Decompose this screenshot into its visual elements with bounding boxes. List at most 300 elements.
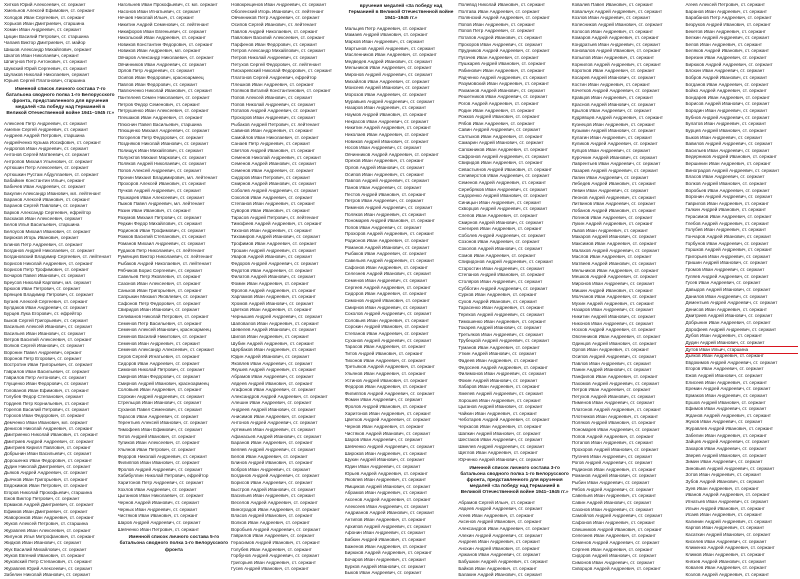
name-entry: Аксенов Андрей Андреевич, ст. сержант <box>344 497 431 503</box>
name-entry: Тихонов Иван Андреевич, ст. сержант <box>231 227 313 233</box>
name-entry: Ульянов Иван Андреевич, ст. сержант <box>344 370 426 376</box>
name-entry: Филиппов Иван Иванович, ст. сержант <box>117 460 200 466</box>
name-entry: Сазонов Иван Андреевич, ст. сержант <box>571 506 654 512</box>
name-entry: Ветров Василий Алексеевич, ст. сержант <box>4 336 92 342</box>
name-entry: Сафронов Андрей Андреевич, ст. сержант <box>458 153 550 159</box>
name-entry: Баранов Сергей Павлович, ст. сержант <box>4 203 88 209</box>
name-entry: Смирнов Андрей Иванович, ст. сержант <box>458 219 544 225</box>
name-entry: Афонин Иван Андреевич, ст. сержант <box>344 530 426 536</box>
name-entry: Рыбаков Иван Андреевич, ст. сержант <box>344 251 427 257</box>
name-entry: Артюшин Петр Алексеевич, ст. сержант <box>4 165 89 171</box>
name-entry: Журавлев Иван Алексеевич, ст. сержант <box>4 527 91 533</box>
name-entry: Крылов Иван Андреевич, ст. сержант <box>571 108 652 114</box>
name-entry: Веселов Андрей Андреевич, ст. сержант <box>231 500 318 506</box>
name-entry: Кузьмин Андрей Иванович, ст. сержант <box>571 128 656 134</box>
name-entry: Александров Андрей Андреевич, ст. сержант <box>231 393 328 399</box>
name-entry: Алексеев Иван Андреевич, ст. сержант <box>344 503 429 509</box>
name-entry: Осипов Сергей Иванович, ст. лейтенант <box>231 21 317 27</box>
name-entry: Соколов Андрей Андреевич, ст. сержант <box>344 311 432 317</box>
text-column-5 <box>458 2 571 579</box>
name-entry: Гаврилов Иван Васильевич, ст. сержант <box>4 368 90 374</box>
name-entry: Овчинников Иван Андреевич, ст. сержант <box>117 61 207 67</box>
name-entry: Ершов Андрей Иванович, ст. сержант <box>685 399 766 405</box>
name-entry: Чайкин Иван Андреевич, ст. сержант <box>458 410 537 416</box>
name-entry: Овчинников Петр Андреевич, ст. сержант <box>231 15 320 21</box>
name-entry: Дмитриев Кирилл Павлович, ст. сержант <box>4 445 91 451</box>
name-entry: Шевелев Андрей Иванович, ст. сержант <box>231 327 317 333</box>
name-entry: Ежов Андрей Иванович, ст. сержант <box>685 373 763 378</box>
name-entry: Разин Иван Иванович, ст. сержант <box>117 207 191 213</box>
name-entry: Молчанов Иван Андреевич, ст. сержант <box>571 294 657 300</box>
name-entry: Ковалев Павел Иванович, ст. сержант <box>571 2 654 7</box>
name-entry: Полищук Иван Михайлович, ст. сержант <box>117 148 204 154</box>
name-entry: Тарасов Иван Андреевич, ст. сержант <box>344 344 426 350</box>
name-entry: Фомин Иван Андреевич, ст. сержант <box>344 397 423 403</box>
name-entry: Ермаков Иван Андреевич, ст. сержант <box>685 392 768 398</box>
name-entry: Семенов Иван Андреевич, ст. сержант <box>117 340 201 346</box>
name-entry: Воронов Петр Егорович, ст. сержант <box>4 355 82 361</box>
name-entry: Ведерников Андрей Иванович, ст. сержант <box>685 154 777 160</box>
name-entry: Плющенко Михаил Андреевич, ст. сержант <box>117 128 210 134</box>
name-entry: Токарев Андрей Иванович, ст. сержант <box>458 325 542 331</box>
name-entry: Литвинов Иван Андреевич, ст. сержант <box>571 201 656 207</box>
name-entry: Бойко Андрей Андреевич, ст. сержант <box>685 88 767 94</box>
name-entry: Панфилов Иван Андреевич, ст. сержант <box>571 373 658 379</box>
name-entry: Пронин Михаил Владимирович, мл. лейтенант <box>117 174 218 180</box>
name-entry: Егоров Николай Прокофьевич, старшина <box>4 489 93 495</box>
name-entry: Хорошев Иван Андреевич, ст. сержант <box>458 397 542 403</box>
name-entry: Гаврилов Иван Андреевич, ст. сержант <box>685 200 769 206</box>
name-entry: Родионов Иван Андреевич, ст. сержант <box>571 466 656 472</box>
name-entry: Леонов Андрей Андреевич, ст. сержант <box>571 194 657 200</box>
name-entry: Краснов Андрей Иванович, ст. сержант <box>571 101 656 107</box>
name-entry: Титов Андрей Иванович, ст. сержант <box>344 351 423 356</box>
name-entry: Лазарев Андрей Андреевич, ст. сержант <box>571 168 659 174</box>
name-entry: Лапин Иван Андреевич, ст. сержант <box>571 174 649 180</box>
name-entry: Ковальчук Андрей Андреевич, ст. сержант <box>571 8 663 14</box>
name-entry: Сапрыкин Михаил Яковлевич, ст. сержант <box>117 294 208 300</box>
name-entry: Беляков Андрей Иванович, ст. сержант <box>685 48 770 54</box>
name-entry: Князев Андрей Иванович, ст. сержант <box>685 558 767 564</box>
name-entry: Абрамов Иван Андреевич, ст. сержант <box>231 373 314 379</box>
name-entry: Миронов Андрей Андреевич, ст. сержант <box>344 72 433 78</box>
name-entry: Андреев Андрей Иванович, ст. сержант <box>231 407 316 413</box>
name-entry: Васильев Иван Андреевич, ст. сержант <box>685 147 770 153</box>
name-entry: Петров Иван Андреевич, ст. сержант <box>344 198 424 204</box>
name-entry: Романов Андрей Иванович, ст. сержант <box>571 473 657 479</box>
name-entry: Дьяков Иван Андреевич, ст. сержант <box>685 353 764 359</box>
name-entry: Мешков Андрей Андреевич, ст. сержант <box>571 274 658 280</box>
name-entry: Кочетков Андрей Андреевич, ст. сержант <box>571 88 660 94</box>
name-entry: Рогов Андрей Андреевич, ст. сержант <box>458 100 539 106</box>
name-entry: Балакин Андрей Иванович, ст. сержант <box>458 572 543 578</box>
name-entry: Анохин Андрей Иванович, ст. сержант <box>458 545 540 551</box>
name-entry: Кузнецов Иван Андреевич, ст. сержант <box>571 121 655 127</box>
name-entry: Богданов Иван Андреевич, ст. сержант <box>685 81 769 87</box>
name-entry: Дьяков Андрей Андреевич, ст. сержант <box>4 470 88 476</box>
name-entry: Цыганков Иван Николаевич, ст. сержант <box>117 493 204 499</box>
name-entry: Шевченко Андрей Андреевич, ст. сержант <box>344 443 435 449</box>
name-entry: Барабанов Петр Андреевич, ст. сержант <box>685 15 772 21</box>
name-entry: Добрынин Иван Васильевич, ст. сержант <box>4 451 92 457</box>
name-entry: Холодов Иван Сергеевич, ст. сержант <box>4 14 85 20</box>
name-entry: Тихонов Иван Андреевич, ст. сержант <box>344 357 426 363</box>
name-entry: Анисимов Иван Андреевич, ст. сержант <box>231 413 316 419</box>
name-entry: Носков Андрей Андреевич, ст. сержант <box>571 327 656 333</box>
name-entry: Макаров Андрей Иванович, ст. сержант <box>571 234 657 240</box>
name-entry: Полуэктов Михаил Маркович, ст. сержант <box>117 154 207 160</box>
name-entry: Климов Иван Андреевич, ст. сержант <box>685 551 765 557</box>
name-entry: Агеев Алексей Петрович, ст. сержант <box>685 2 765 7</box>
name-entry: Вавилов Андрей Андреевич, ст. сержант <box>685 141 773 147</box>
name-entry: Щербаков Иван Андреевич, ст. сержант <box>231 347 317 353</box>
name-entry: Шевченко Иван Петрович, ст. сержант <box>117 526 200 532</box>
name-entry: Богданов Андрей Андреевич, ст. сержант <box>231 473 320 479</box>
name-entry: Никифоров Иван Евгеньевич, ст. сержант <box>117 28 207 34</box>
name-entry: Рыбаков Андрей Петрович, ст. лейтенант <box>231 121 320 127</box>
name-entry: Рожков Андрей Иванович, ст. сержант <box>458 114 540 120</box>
name-entry: Смирнов Иван Федорович, ст. сержант <box>117 373 201 379</box>
name-entry: Романов Михаил Андреевич, ст. сержант <box>117 241 206 247</box>
name-entry: Зверев Андрей Иванович, ст. сержант <box>685 452 767 458</box>
name-entry: Касаткин Андрей Иванович, ст. сержант <box>685 532 771 537</box>
name-entry: Пименов Иван Андреевич, ст. сержант <box>571 400 655 406</box>
name-entry: Петухов Сергей Федорович, ст. лейтенант <box>231 61 322 67</box>
name-entry: Мишин Андрей Иванович, ст. сержант <box>571 287 653 293</box>
name-entry: Курочкин Андрей Иванович, ст. сержант <box>571 154 658 160</box>
name-entry: Миронов Иван Андреевич, ст. сержант <box>571 280 655 286</box>
name-entry: Сидоров Иван Андреевич, ст. сержант <box>344 291 427 297</box>
name-entry: Прудников Андрей Андреевич, ст. сержант <box>458 48 550 54</box>
name-entry: Зотов Иван Андреевич, ст. сержант <box>685 472 762 478</box>
name-entry: Сергеев Иван Андреевич, ст. сержант <box>571 546 653 552</box>
name-entry: Бурцев Лука Егорович, ст. ефрейтор <box>4 311 82 317</box>
name-entry: Пономарев Иван Андреевич, ст. сержант <box>571 427 660 432</box>
section-heading: Именной список личного состава 7-го батальона сводного полка 1-го Белорусского фронта, представленного для вручения медалей «За победу над Германией в Великой Отечественной войне 1941–1945 гг.» <box>6 86 115 117</box>
name-entry: Цыганов Андрей Иванович, ст. сержант <box>458 404 543 410</box>
name-entry: Прохоров Иван Андреевич, ст. сержант <box>231 114 316 120</box>
name-entry: Севастьянов Андрей Иванович, ст. сержант <box>458 166 552 172</box>
name-entry: Пугачев Иван Андреевич, ст. сержант <box>571 453 653 459</box>
name-entry: Добрынин Иван Андреевич, ст. сержант <box>685 320 771 325</box>
name-entry: Овсянников Иван Андреевич, ст. сержант <box>571 334 661 340</box>
name-entry: Погорелов Петр Федорович, ст. сержант <box>117 134 204 140</box>
name-entry: Осипов Андрей Андреевич, ст. сержант <box>571 353 657 359</box>
name-entry: Туманов Иван Андреевич, ст. сержант <box>458 344 540 350</box>
name-entry: Тимошенко Иван Андреевич, ст. сержант <box>458 318 546 324</box>
name-entry: Бабайкин Константин Ильич, сержант <box>4 177 85 183</box>
name-entry: Иванов Андрей Андреевич, ст. сержант <box>685 492 770 498</box>
name-entry: Шмелев Андрей Андреевич, ст. сержант <box>458 443 545 449</box>
name-entry: Медведев Андрей Иванович, ст. сержант <box>344 58 433 64</box>
name-entry: Фокин Андрей Иванович, ст. сержант <box>458 377 538 383</box>
name-entry: Суханов Павел Семенович, ст. сержант <box>117 407 203 413</box>
name-entry: Прохоров Андрей Иванович, ст. сержант <box>571 446 659 452</box>
name-entry: Белов Иван Андреевич, ст. сержант <box>231 453 308 459</box>
name-entry: Борисов Иван Андреевич, ст. сержант <box>231 480 313 486</box>
name-entry: Михайлов Иван Андреевич, ст. сержант <box>344 78 430 84</box>
name-entry: Жидков Иван Иванович, ст. сержант <box>4 540 82 546</box>
name-entry: Брянцев Владимир Петрович, ст. сержант <box>4 292 94 298</box>
name-entry: Сухов Андрей Иванович, ст. сержант <box>458 298 538 304</box>
name-entry: Жук Василий Михайлович, ст. сержант <box>4 546 87 552</box>
text-column-4 <box>345 2 458 579</box>
name-entry: Мельников Иван Андреевич, ст. сержант <box>344 65 432 71</box>
name-entry: Свешников Андрей Иванович, ст. сержант <box>571 526 662 532</box>
name-entry: Тимофеев Иван Ефимович, ст. сержант <box>117 427 203 432</box>
name-entry: Якушев Андрей Андреевич, ст. сержант <box>231 367 317 373</box>
name-entry: Абрамов Иван Андреевич, ст. сержант <box>344 490 428 496</box>
name-entry: Новиков Иван Андреевич, мл. сержант <box>117 48 201 54</box>
name-entry: Федотов Иван Андреевич, ст. сержант <box>231 267 313 273</box>
name-entry: Баранов Иван Андреевич, ст. сержант <box>231 440 313 446</box>
name-entry: Куликов Андрей Андреевич, ст. сержант <box>571 141 658 147</box>
name-entry: Воронин Павел Андреевич, сержант <box>4 349 82 355</box>
name-entry: Назаров Иван Андреевич, ст. сержант <box>571 307 654 313</box>
name-entry: Забелин Николай Иванович, ст. сержант <box>4 572 91 578</box>
name-entry: Прохоров Иван Андреевич, ст. сержант <box>458 41 543 47</box>
name-entry: Евдокимов Андрей Андреевич, ст. сержант <box>685 359 778 365</box>
name-entry: Волков Андрей Иванович, ст. сержант <box>685 180 767 186</box>
name-entry: Потапов Андрей Иванович, ст. сержант <box>458 34 543 40</box>
name-entry: Комаров Андрей Андреевич, ст. сержант <box>571 35 659 41</box>
name-entry: Фадеев Иван Андреевич, ст. сержант <box>458 358 538 364</box>
section-heading: вручения медалей «За победу над Германией в Великой Отечественной войне 1941–1945 гг.» <box>348 4 454 22</box>
name-entry: Рудаков Петр Николаевич, ст. лейтенант <box>117 247 205 253</box>
name-entry: Бабушкин Андрей Андреевич, ст. сержант <box>458 558 549 564</box>
name-entry: Алехин Андрей Андреевич, ст. сержант <box>458 532 543 538</box>
name-entry: Масленников Иван Андреевич, ст. сержант <box>344 52 437 58</box>
name-entry: Дьячков Иван Григорьевич, ст. сержант <box>4 476 88 482</box>
name-entry: Антонов Андрей Андреевич, ст. сержант <box>231 420 318 426</box>
name-entry: Ульянов Иван Петрович, ст. сержант <box>117 446 196 452</box>
name-entry: Шапкин Андрей Иванович, ст. сержант <box>458 430 541 436</box>
name-entry: Свиридов Иван Иванович, ст. сержант <box>117 307 200 313</box>
name-entry: Малахов Андрей Андреевич, ст. сержант <box>571 247 660 253</box>
name-entry: Герасимов Иван Андреевич, ст. сержант <box>685 214 772 219</box>
name-entry: Глущенко Иван Федорович, ст. сержант <box>4 381 89 387</box>
name-entry: Журавлев Юрий Алексеевич, ст. сержант <box>4 565 93 571</box>
name-entry: Тупиков Иван Алексеевич, ст. сержант <box>117 440 200 446</box>
name-entry: Пугачев Иван Андреевич, ст. сержант <box>458 54 539 60</box>
name-entry: Жданов Андрей Андреевич, ст. сержант <box>685 412 772 418</box>
name-entry: Попов Алексей Иванович, ст. сержант <box>231 94 313 100</box>
name-entry: Быков Иван Андреевич, ст. сержант <box>685 134 763 140</box>
name-entry: Горбунов Иван Андреевич, ст. сержант <box>685 240 769 246</box>
name-entry: Богдановский Владимир Сергеевич, ст. лейтенант <box>4 254 112 260</box>
name-entry: Шилов Иван Андреевич, ст. сержант <box>231 334 310 340</box>
name-entry: Богданов Андрей Николаевич, ст. сержант <box>4 247 95 253</box>
name-entry: Сомов Иван Андреевич, ст. сержант <box>458 252 536 258</box>
name-entry: Сидоров Иван Андреевич, ст. сержант <box>117 360 200 366</box>
name-entry: Сорокин Андрей Иванович, ст. сержант <box>344 324 429 330</box>
name-entry: Полтава Иван Андреевич, ст. сержант <box>458 8 540 14</box>
name-entry: Шубин Андрей Андреевич, ст. сержант <box>231 340 314 346</box>
name-entry: Бирюков Андрей Андреевич, ст. сержант <box>344 550 432 556</box>
name-entry: Петров Иван Андреевич, ст. сержант <box>571 387 651 393</box>
name-entry: Сурков Иван Андреевич, ст. сержант <box>458 292 537 298</box>
name-entry: Демченко Иван Иванович, мл. сержант <box>4 419 88 425</box>
name-entry: Денисов Николай Андреевич, ст. сержант <box>4 425 93 431</box>
name-entry: Игнатьев Иван Андреевич, ст. сержант <box>685 498 769 504</box>
name-entry: Хомин Иван Андреевич, ст. сержант <box>4 27 82 33</box>
name-entry: Дубов Иван Андреевич, ст. сержант <box>685 333 763 339</box>
name-entry: Востротин Иван Григорьевич, ст. сержант <box>4 362 93 368</box>
name-entry: Никонов Иван Андреевич, ст. сержант <box>571 320 654 326</box>
name-entry: Черкасов Иван Андреевич, ст. сержант <box>458 424 542 429</box>
section-heading: Именной список личного состава 3-го батальона сводного полка 1-го Белорусского фронта, представленного для вручения медалей «За победу над Германией в Великой Отечественной войне 1941–1945 гг.» <box>460 465 569 496</box>
name-entry: Рабинович Иван Андреевич, ст. сержант <box>458 67 545 73</box>
name-entry: Яковлев Иван Андреевич, ст. сержант <box>231 360 313 366</box>
name-entry: Уваров Андрей Иванович, ст. сержант <box>231 254 313 260</box>
name-entry: Разумовский Иван Андреевич, ст. сержант <box>458 81 549 87</box>
name-entry: Баскаков Иван Алексеевич, сержант <box>4 216 83 222</box>
name-entry: Попов Андрей Андреевич, ст. сержант <box>571 433 654 439</box>
name-entry: Семенов Иван Андреевич, ст. сержант <box>344 277 428 283</box>
name-entry: Чистяков Андрей Иванович, ст. сержант <box>344 430 431 436</box>
name-entry: Жаворонков Иван Андреевич, ст. сержант <box>4 514 94 520</box>
name-entry: Харитонов Иван Андреевич, ст. сержант <box>344 410 431 416</box>
name-entry: Симонов Николай Петрович, ст. сержант <box>117 367 205 373</box>
name-entry: Тарасов Андрей Петрович, ст. лейтенант <box>231 214 319 220</box>
name-entry: Булатов Иван Андреевич, ст. сержант <box>685 121 767 127</box>
name-entry: Муравьев Андрей Андреевич, ст. сержант <box>344 98 435 104</box>
name-entry: Панов Иван Андреевич, ст. сержант <box>344 184 422 190</box>
name-entry: Петрушенко Иван Алексеевич, ст. сержант <box>117 108 209 114</box>
name-entry: Гусев Андрей Иванович, ст. сержант <box>231 566 309 572</box>
name-entry: Смирнов Андрей Иванович, ст. сержант <box>231 181 317 187</box>
name-entry: Орлов Петр Андреевич, ст. сержант <box>117 68 195 74</box>
name-entry: Шкатов Иван Николаевич, сержант <box>4 52 79 58</box>
name-entry: Давыдов Андрей Иванович, ст. сержант <box>685 286 771 292</box>
name-entry: Прохоров Алексей Иванович, ст. сержант <box>117 181 207 187</box>
name-entry: Николаев Иван Андреевич, ст. сержант <box>344 131 429 137</box>
name-entry: Попов Петр Андреевич, ст. сержант <box>458 28 535 34</box>
name-entry: Потапов Андрей Андреевич, ст. сержант <box>231 108 318 114</box>
name-entry: Блинов Петр Андреевич, ст. сержант <box>4 241 83 247</box>
name-entry: Никитин Андрей Иванович, ст. сержант <box>571 314 656 320</box>
name-entry: Самарин Андрей Иванович, ст. сержант <box>458 140 544 146</box>
name-entry: Пушкарев Андрей Иванович, ст. сержант <box>458 61 546 67</box>
name-entry: Савельев Андрей Андреевич, ст. сержант <box>344 258 435 264</box>
section-heading: Именной список личного состава 5-го батальона сводного полка 1-го Белорусского фронта <box>119 535 229 553</box>
name-entry: Дудин Андрей Иванович, ст. сержант <box>685 339 765 345</box>
name-entry: Павлов Андрей Андреевич, ст. сержант <box>344 178 430 184</box>
name-entry: Евдокимов Иван Петрович, ст. сержант <box>4 483 88 489</box>
name-entry: Моисеев Андрей Иванович, ст. сержант <box>344 85 430 91</box>
name-entry: Березин Иван Андреевич, ст. сержант <box>685 55 767 60</box>
name-entry: Никитин Андрей Андреевич, ст. сержант <box>344 125 431 131</box>
name-entry: Дорошенко Иван Федорович, ст. сержант <box>4 457 92 463</box>
name-entry: Баженов Иван Андреевич, ст. сержант <box>344 543 427 549</box>
name-entry: Коновалов Андрей Иванович, ст. сержант <box>571 48 661 54</box>
name-entry: Хабаров Иван Андреевич, ст. сержант <box>458 384 540 390</box>
name-entry: Суханов Андрей Андреевич, ст. сержант <box>344 337 432 343</box>
name-entry: Белов Иван Андреевич, ст. сержант <box>685 41 762 47</box>
name-entry: Степанов Иван Андреевич, ст. сержант <box>344 331 429 337</box>
name-entry: Бабкин Андрей Иванович, ст. сержант <box>344 536 426 542</box>
name-entry: Семенов Андрей Андреевич, ст. сержант <box>571 539 660 545</box>
name-entry: Артемьев Иван Андреевич, ст. сержант <box>231 427 316 432</box>
name-entry: Белоусов Михаил Иванович, ст. сержант <box>4 228 91 234</box>
name-entry: Чернышев Андрей Андреевич, ст. сержант <box>231 314 323 320</box>
name-entry: Юдин Иван Андреевич, ст. сержант <box>344 463 421 469</box>
name-entry: Зиновьев Андрей Андреевич, ст. сержант <box>685 465 775 471</box>
name-entry: Бекетов Иван Андреевич, ст. сержант <box>685 28 766 34</box>
name-entry: Бреусов Николай Карпович, мл. сержант <box>4 279 92 285</box>
name-entry: Симонов Иван Андреевич, ст. сержант <box>571 559 655 565</box>
name-entry: Мельников Иван Андреевич, ст. сержант <box>571 267 659 273</box>
name-entry: Соболев Андрей Андреевич, ст. сержант <box>458 232 546 238</box>
name-entry: Бугаев Алексей Сергеевич, ст. сержант <box>4 298 88 304</box>
name-entry: Голубев Иван Андреевич, ст. сержант <box>685 227 767 233</box>
name-entry: Сорокин Андрей Андреевич, ст. сержант <box>117 393 205 399</box>
name-entry: Антропов Михаил Ульянович, ст. сержант <box>4 158 93 164</box>
name-entry: Третьяков Андрей Андреевич, ст. сержант <box>344 364 435 370</box>
name-entry: Орлов Андрей Иванович, ст. сержант <box>344 165 425 171</box>
name-entry: Шаров Андрей Андреевич, ст. сержант <box>117 519 201 525</box>
name-entry: Галкин Андрей Иванович, ст. сержант <box>685 207 766 213</box>
name-entry: Тарасенко Иван Андреевич, ст. сержант <box>458 305 544 311</box>
name-entry: Третьяков Иван Андреевич, ст. сержант <box>458 331 544 337</box>
name-entry: Беляев Андрей Андреевич, ст. сержант <box>231 446 316 452</box>
name-entry: Шаповалов Иван Андреевич, ст. сержант <box>231 320 319 326</box>
name-entry: Тарасов Иван Андреевич, ст. сержант <box>117 413 199 419</box>
name-entry: Голованов Иван Ефимович, ст. сержант <box>4 387 89 393</box>
name-entry: Горшков Андрей Андреевич, ст. сержант <box>685 247 773 253</box>
name-entry: Насонов Иван Игнатьевич, ст. сержант <box>117 8 201 14</box>
name-entry: Савин Андрей Иванович, ст. сержант <box>571 500 652 506</box>
name-entry: Хмелев Андрей Андреевич, ст. сержант <box>458 391 544 397</box>
name-entry: Одинцов Андрей Иванович, ст. сержант <box>571 340 657 346</box>
name-entry: Слепов Иван Андреевич, ст. сержант <box>458 213 538 218</box>
name-entry: Борисов Андрей Иванович, ст. сержант <box>685 101 770 107</box>
name-entry: Бочаров Иван Андреевич, ст. сержант <box>344 556 427 562</box>
name-entry: Ефимов Иван Андреевич, ст. сержант <box>685 406 767 412</box>
name-entry: Столяров Иван Андреевич, ст. сержант <box>458 278 543 284</box>
name-entry: Серебряков Иван Андреевич, ст. сержант <box>458 186 548 192</box>
name-entry: Сидоренко Андрей Иванович, ст. сержант <box>458 193 548 199</box>
name-entry: Устинов Андрей Иванович, ст. сержант <box>344 377 428 383</box>
name-entry: Гордеев Петр Корнильевич, ст. сержант <box>4 400 89 406</box>
name-entry: Черных Иван Андреевич, ст. сержант <box>117 506 198 512</box>
name-entry: Пискаревский Николай Федорович, ст. сержант <box>231 68 333 74</box>
name-entry: Жигунов Илья Митрофанович, ст. сержант <box>4 534 95 540</box>
name-entry: Бурцев Андрей Иванович, ст. сержант <box>685 127 767 133</box>
name-entry: Юрченко Андрей Иванович, ст. сержант <box>458 456 544 462</box>
name-entry: Рябов Иван Андреевич, ст. сержант <box>458 120 535 126</box>
name-entry: Данилов Иван Андреевич, ст. сержант <box>685 293 768 299</box>
name-entry: Петров Александр Михайлович, ст. сержант <box>231 48 326 54</box>
name-entry: Марков Иван Андреевич, ст. сержант <box>344 38 425 44</box>
name-entry: Герасимов Андрей Иванович, ст. сержант <box>231 539 320 545</box>
name-entry: Пушкарев Иван Алексеевич, ст. сержант <box>117 194 205 200</box>
name-entry: Дмитриенко Николай Иванович, ст. сержант <box>4 432 98 438</box>
name-entry: Семенов Алексей Иванович, красноармеец <box>117 327 211 333</box>
name-entry: Жуковский Петр Степанович, ст. сержант <box>4 559 92 565</box>
name-entry: Рябов Андрей Андреевич, ст. сержант <box>571 486 654 492</box>
name-entry: Трофимов Иван Андреевич, ст. сержант <box>231 241 317 247</box>
name-entry: Пономарев Андрей Иванович, ст. сержант <box>344 218 435 224</box>
name-entry: Шпигунов Петр Антонович, ст. сержант <box>4 59 88 65</box>
name-entry: Савельев Петр Яковлевич, ст. сержант <box>117 274 201 280</box>
name-entry: Саньков Иван Григорьевич, ст. сержант <box>117 287 202 293</box>
name-entry: Пахомов Андрей Андреевич, ст. сержант <box>571 380 660 386</box>
name-entry: Артюшкин Рустам Абдуллаевич, ст. сержант <box>4 171 99 177</box>
name-entry: Лобанов Андрей Иванович, ст. сержант <box>571 207 656 213</box>
name-entry: Осипов Иван Федорович, красноармеец <box>117 75 204 81</box>
name-entry: Петров Федор Семенович, ст. сержант <box>117 101 200 107</box>
